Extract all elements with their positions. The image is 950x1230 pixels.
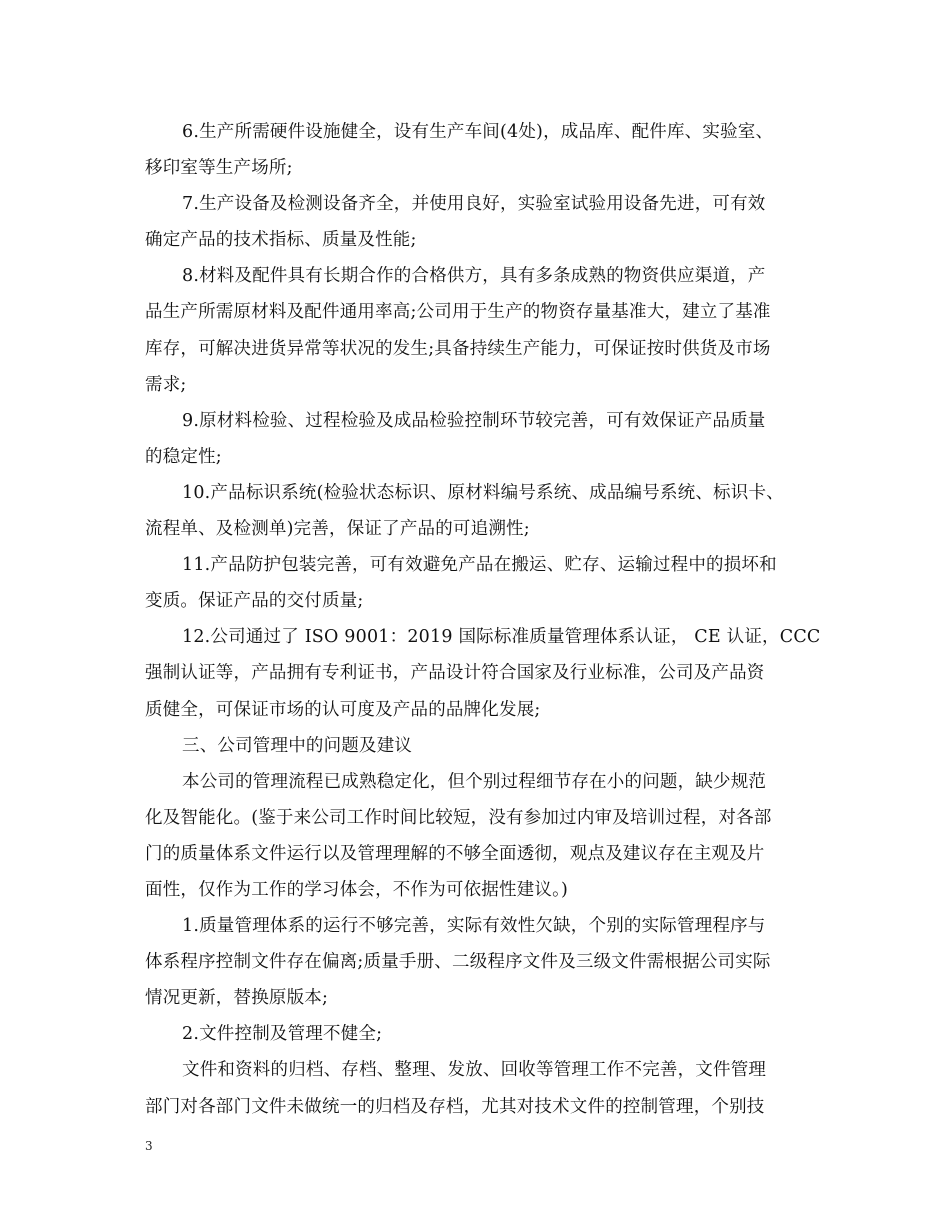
page-number: 3 [145,1139,153,1153]
document-body [145,114,821,1125]
text-line: 变质。保证产品的交付质量; [145,591,364,612]
text-line: 8.材料及配件具有长期合作的合格供方，具有多条成熟的物资供应渠道，产 [182,266,766,287]
text-line: 12.公司通过了 ISO 9001：2019 国际标准质量管理体系认证， CE 认证，CCC [182,627,821,648]
text-line: 移印室等生产场所; [145,158,293,179]
text-line: 10.产品标识系统(检验状态标识、原材料编号系统、成品编号系统、标识卡、 [182,482,784,503]
text-line: 三、公司管理中的问题及建议 [182,735,413,756]
text-line: 7.生产设备及检测设备齐全，并使用良好，实验室试验用设备先进，可有效 [182,194,766,215]
paragraph [145,1016,810,1052]
paragraph [145,547,810,619]
paragraph [145,728,810,764]
paragraph [145,764,810,908]
text-line: 11.产品防护包装完善，可有效避免产品在搬运、贮存、运输过程中的损坏和 [182,555,777,576]
text-line: 9.原材料检验、过程检验及成品检验控制环节较完善，可有效保证产品质量 [182,410,766,431]
text-line: 需求; [145,374,187,395]
text-line: 流程单、及检测单)完善，保证了产品的可追溯性; [145,519,530,540]
paragraph [145,619,821,727]
text-line: 库存，可解决进货异常等状况的发生;具备持续生产能力，可保证按时供货及市场 [145,338,771,359]
paragraph [145,114,810,186]
text-line: 1.质量管理体系的运行不够完善，实际有效性欠缺，个别的实际管理程序与 [182,916,766,937]
paragraph [145,403,810,475]
text-line: 本公司的管理流程已成熟稳定化，但个别过程细节存在小的问题，缺少规范 [182,771,767,792]
text-line: 6.生产所需硬件设施健全，设有生产车间(4处)，成品库、配件库、实验室、 [182,122,774,142]
text-line: 确定产品的技术指标、质量及性能; [145,230,417,251]
text-line: 面性，仅作为工作的学习体会，不作为可依据性建议。) [145,879,569,900]
paragraph [145,475,810,547]
paragraph [145,908,810,1016]
paragraph [145,258,810,402]
text-line: 的稳定性; [145,446,222,467]
text-line: 情况更新，替换原版本; [145,988,329,1009]
text-line: 品生产所需原材料及配件通用率高;公司用于生产的物资存量基准大，建立了基准 [145,302,771,323]
text-line: 2.文件控制及管理不健全; [182,1024,383,1045]
text-line: 质健全，可保证市场的认可度及产品的品牌化发展; [145,699,541,720]
text-line: 化及智能化。(鉴于来公司工作时间比较短，没有参加过内审及培训过程，对各部 [145,807,772,828]
paragraph [145,1052,810,1124]
text-line: 强制认证等，产品拥有专利证书，产品设计符合国家及行业标准，公司及产品资 [145,663,765,684]
text-line: 体系程序控制文件存在偏离;质量手册、二级程序文件及三级文件需根据公司实际 [145,952,771,973]
text-line: 文件和资料的归档、存档、整理、发放、回收等管理工作不完善，文件管理 [182,1060,767,1081]
text-line: 部门对各部门文件未做统一的归档及存档，尤其对技术文件的控制管理，个别技 [145,1096,765,1117]
paragraph [145,186,810,258]
text-line: 门的质量体系文件运行以及管理理解的不够全面透彻，观点及建议存在主观及片 [145,843,765,864]
